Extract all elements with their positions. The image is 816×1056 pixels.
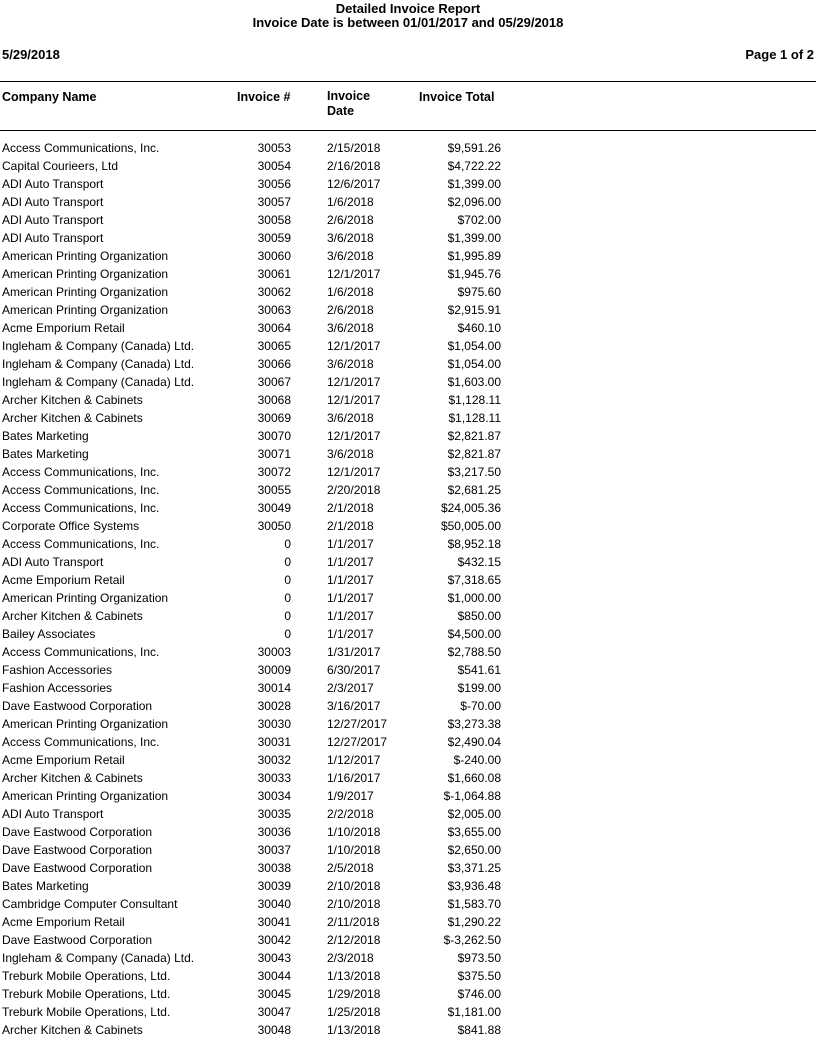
report-title: Detailed Invoice Report	[335, 1, 481, 16]
invoice-number-cell: 30063	[257, 303, 291, 317]
invoice-date-cell: 2/2/2018	[327, 807, 374, 821]
invoice-date-cell: 2/3/2017	[327, 681, 374, 695]
invoice-number-cell: 0	[284, 609, 291, 623]
invoice-number-cell: 30062	[257, 285, 291, 299]
table-row	[0, 193, 816, 211]
table-row	[0, 877, 816, 895]
company-cell: Access Communications, Inc.	[2, 537, 160, 551]
table-row	[0, 679, 816, 697]
company-cell: Access Communications, Inc.	[2, 501, 160, 515]
invoice-total-cell: $1,945.76	[447, 267, 501, 281]
company-cell: American Printing Organization	[2, 789, 169, 803]
invoice-total-cell: $4,500.00	[447, 627, 501, 641]
table-row	[0, 643, 816, 661]
table-row	[0, 409, 816, 427]
invoice-date-cell: 2/20/2018	[327, 483, 381, 497]
company-cell: American Printing Organization	[2, 591, 169, 605]
company-cell: Corporate Office Systems	[2, 519, 140, 533]
invoice-number-cell: 30069	[257, 411, 291, 425]
company-cell: Archer Kitchen & Cabinets	[2, 1023, 143, 1037]
invoice-date-cell: 1/29/2018	[327, 987, 381, 1001]
invoice-total-cell: $1,399.00	[447, 231, 501, 245]
invoice-date-cell: 2/1/2018	[327, 519, 374, 533]
invoice-total-cell: $1,054.00	[447, 339, 501, 353]
company-cell: Access Communications, Inc.	[2, 141, 160, 155]
invoice-total-cell: $973.50	[457, 951, 501, 965]
invoice-date-cell: 1/10/2018	[327, 843, 381, 857]
invoice-number-cell: 30014	[257, 681, 291, 695]
invoice-date-cell: 1/1/2017	[327, 591, 374, 605]
invoice-total-cell: $375.50	[457, 969, 501, 983]
invoice-number-cell: 30056	[257, 177, 291, 191]
report-subtitle: Invoice Date is between 01/01/2017 and 05/29/2018	[252, 15, 564, 30]
company-cell: Treburk Mobile Operations, Ltd.	[2, 987, 171, 1001]
company-cell: Dave Eastwood Corporation	[2, 699, 153, 713]
table-row	[0, 913, 816, 931]
company-cell: American Printing Organization	[2, 285, 169, 299]
invoice-total-cell: $3,655.00	[447, 825, 501, 839]
company-cell: ADI Auto Transport	[2, 231, 104, 245]
table-row	[0, 1003, 816, 1021]
invoice-date-cell: 2/3/2018	[327, 951, 374, 965]
invoice-number-cell: 30064	[257, 321, 291, 335]
invoice-number-cell: 30040	[257, 897, 291, 911]
invoice-number-cell: 30049	[257, 501, 291, 515]
table-row	[0, 571, 816, 589]
company-cell: Acme Emporium Retail	[2, 753, 125, 767]
company-cell: Ingleham & Company (Canada) Ltd.	[2, 375, 195, 389]
invoice-number-cell: 30059	[257, 231, 291, 245]
company-cell: Access Communications, Inc.	[2, 465, 160, 479]
invoice-number-cell: 30042	[257, 933, 291, 947]
invoice-number-cell: 30009	[257, 663, 291, 677]
invoice-number-cell: 30028	[257, 699, 291, 713]
company-cell: Dave Eastwood Corporation	[2, 825, 153, 839]
invoice-number-cell: 30050	[257, 519, 291, 533]
invoice-date-cell: 3/6/2018	[327, 321, 374, 335]
invoice-number-cell: 30068	[257, 393, 291, 407]
page-number: Page 1 of 2	[745, 47, 814, 62]
table-row	[0, 373, 816, 391]
invoice-number-cell: 30041	[257, 915, 291, 929]
invoice-total-cell: $1,128.11	[448, 393, 501, 407]
table-row	[0, 229, 816, 247]
invoice-number-cell: 30058	[257, 213, 291, 227]
company-cell: Access Communications, Inc.	[2, 735, 160, 749]
company-cell: Treburk Mobile Operations, Ltd.	[2, 969, 171, 983]
company-cell: Acme Emporium Retail	[2, 915, 125, 929]
table-row	[0, 589, 816, 607]
invoice-date-cell: 1/13/2018	[327, 1023, 381, 1037]
invoice-date-cell: 12/1/2017	[327, 429, 381, 443]
invoice-number-cell: 30061	[257, 267, 291, 281]
invoice-date-cell: 2/16/2018	[327, 159, 381, 173]
table-row	[0, 553, 816, 571]
invoice-date-cell: 2/1/2018	[327, 501, 374, 515]
invoice-date-cell: 1/1/2017	[327, 609, 374, 623]
invoice-date-cell: 3/16/2017	[327, 699, 381, 713]
invoice-number-cell: 30048	[257, 1023, 291, 1037]
invoice-total-cell: $2,650.00	[447, 843, 501, 857]
company-cell: Fashion Accessories	[2, 663, 113, 677]
company-cell: Dave Eastwood Corporation	[2, 861, 153, 875]
invoice-number-cell: 30035	[257, 807, 291, 821]
invoice-total-cell: $1,128.11	[448, 411, 501, 425]
table-row	[0, 841, 816, 859]
invoice-number-cell: 30047	[257, 1005, 291, 1019]
invoice-total-cell: $850.00	[457, 609, 501, 623]
invoice-number-cell: 30060	[257, 249, 291, 263]
invoice-total-cell: $4,722.22	[447, 159, 501, 173]
table-row	[0, 805, 816, 823]
invoice-table	[0, 139, 816, 1039]
table-row	[0, 211, 816, 229]
table-row	[0, 859, 816, 877]
invoice-total-cell: $1,399.00	[447, 177, 501, 191]
invoice-total-cell: $3,371.25	[447, 861, 501, 875]
invoice-date-cell: 1/6/2018	[327, 285, 374, 299]
invoice-date-cell: 1/13/2018	[327, 969, 381, 983]
company-cell: American Printing Organization	[2, 249, 169, 263]
header-bottom-rule	[0, 130, 816, 131]
invoice-number-cell: 30038	[257, 861, 291, 875]
invoice-number-cell: 30044	[257, 969, 291, 983]
company-cell: Access Communications, Inc.	[2, 645, 160, 659]
table-row	[0, 787, 816, 805]
invoice-date-cell: 2/15/2018	[327, 141, 381, 155]
invoice-total-cell: $1,290.22	[447, 915, 501, 929]
table-row	[0, 247, 816, 265]
table-row	[0, 697, 816, 715]
invoice-date-cell: 12/27/2017	[327, 717, 388, 731]
invoice-total-cell: $2,490.04	[447, 735, 501, 749]
invoice-number-cell: 0	[284, 591, 291, 605]
invoice-total-cell: $3,273.38	[447, 717, 501, 731]
company-cell: American Printing Organization	[2, 303, 169, 317]
company-cell: Archer Kitchen & Cabinets	[2, 771, 143, 785]
invoice-total-cell: $24,005.36	[440, 501, 501, 515]
company-cell: ADI Auto Transport	[2, 195, 104, 209]
invoice-number-cell: 30054	[257, 159, 291, 173]
invoice-total-cell: $7,318.65	[447, 573, 501, 587]
invoice-total-cell: $3,217.50	[447, 465, 501, 479]
table-row	[0, 985, 816, 1003]
table-row	[0, 715, 816, 733]
invoice-total-cell: $9,591.26	[447, 141, 501, 155]
invoice-date-cell: 12/1/2017	[327, 465, 381, 479]
column-header-invoice-number: Invoice #	[237, 90, 291, 104]
invoice-total-cell: $1,603.00	[447, 375, 501, 389]
table-row	[0, 733, 816, 751]
column-header-invoice-date-line1: Invoice	[327, 89, 371, 103]
column-header-invoice-date-line2: Date	[327, 104, 355, 118]
invoice-date-cell: 1/16/2017	[327, 771, 381, 785]
company-cell: Archer Kitchen & Cabinets	[2, 411, 143, 425]
company-cell: ADI Auto Transport	[2, 555, 104, 569]
company-cell: ADI Auto Transport	[2, 213, 104, 227]
invoice-total-cell: $2,788.50	[447, 645, 501, 659]
invoice-date-cell: 1/1/2017	[327, 555, 374, 569]
invoice-total-cell: $-70.00	[460, 699, 501, 713]
invoice-date-cell: 1/1/2017	[327, 573, 374, 587]
invoice-total-cell: $1,181.00	[447, 1005, 501, 1019]
table-row	[0, 175, 816, 193]
invoice-date-cell: 12/1/2017	[327, 339, 381, 353]
table-row	[0, 1021, 816, 1039]
invoice-date-cell: 2/11/2018	[327, 915, 380, 929]
company-cell: American Printing Organization	[2, 267, 169, 281]
invoice-date-cell: 1/10/2018	[327, 825, 381, 839]
table-row	[0, 283, 816, 301]
company-cell: ADI Auto Transport	[2, 807, 104, 821]
invoice-total-cell: $1,660.08	[447, 771, 501, 785]
company-cell: Dave Eastwood Corporation	[2, 933, 153, 947]
invoice-number-cell: 30070	[257, 429, 291, 443]
table-row	[0, 625, 816, 643]
invoice-total-cell: $50,005.00	[440, 519, 501, 533]
table-row	[0, 337, 816, 355]
table-row	[0, 445, 816, 463]
invoice-date-cell: 2/5/2018	[327, 861, 374, 875]
invoice-number-cell: 30003	[257, 645, 291, 659]
invoice-date-cell: 2/6/2018	[327, 303, 374, 317]
invoice-number-cell: 30031	[257, 735, 291, 749]
company-cell: Bailey Associates	[2, 627, 96, 641]
company-cell: Bates Marketing	[2, 447, 89, 461]
invoice-date-cell: 12/1/2017	[327, 267, 381, 281]
invoice-date-cell: 12/27/2017	[327, 735, 388, 749]
company-cell: Ingleham & Company (Canada) Ltd.	[2, 339, 195, 353]
invoice-date-cell: 2/6/2018	[327, 213, 374, 227]
invoice-total-cell: $1,054.00	[447, 357, 501, 371]
table-row	[0, 355, 816, 373]
company-cell: Acme Emporium Retail	[2, 573, 125, 587]
invoice-date-cell: 1/25/2018	[327, 1005, 381, 1019]
invoice-date-cell: 3/6/2018	[327, 447, 374, 461]
invoice-number-cell: 30057	[257, 195, 291, 209]
company-cell: American Printing Organization	[2, 717, 169, 731]
table-row	[0, 823, 816, 841]
invoice-total-cell: $702.00	[457, 213, 501, 227]
invoice-total-cell: $2,821.87	[447, 429, 501, 443]
table-row	[0, 751, 816, 769]
invoice-total-cell: $1,000.00	[447, 591, 501, 605]
table-row	[0, 265, 816, 283]
invoice-number-cell: 30067	[257, 375, 291, 389]
invoice-number-cell: 30037	[257, 843, 291, 857]
invoice-total-cell: $541.61	[457, 663, 501, 677]
invoice-number-cell: 30065	[257, 339, 291, 353]
column-header-company: Company Name	[2, 90, 97, 104]
company-cell: Archer Kitchen & Cabinets	[2, 393, 143, 407]
invoice-date-cell: 2/10/2018	[327, 897, 381, 911]
column-header-invoice-date	[327, 89, 370, 119]
invoice-total-cell: $2,681.25	[447, 483, 501, 497]
invoice-number-cell: 30071	[257, 447, 291, 461]
company-cell: Cambridge Computer Consultant	[2, 897, 178, 911]
company-cell: Fashion Accessories	[2, 681, 113, 695]
company-cell: Capital Courieers, Ltd	[2, 159, 119, 173]
table-row	[0, 301, 816, 319]
invoice-total-cell: $8,952.18	[447, 537, 501, 551]
invoice-total-cell: $1,995.89	[447, 249, 501, 263]
company-cell: Archer Kitchen & Cabinets	[2, 609, 143, 623]
table-row	[0, 139, 816, 157]
invoice-date-cell: 1/1/2017	[327, 627, 374, 641]
invoice-date-cell: 3/6/2018	[327, 411, 374, 425]
invoice-date-cell: 3/6/2018	[327, 357, 374, 371]
invoice-total-cell: $460.10	[457, 321, 501, 335]
invoice-date-cell: 12/1/2017	[327, 393, 381, 407]
invoice-date-cell: 1/6/2018	[327, 195, 374, 209]
invoice-date-cell: 1/9/2017	[327, 789, 374, 803]
invoice-number-cell: 0	[284, 627, 291, 641]
invoice-date-cell: 6/30/2017	[327, 663, 381, 677]
table-row	[0, 895, 816, 913]
table-row	[0, 499, 816, 517]
invoice-date-cell: 2/12/2018	[327, 933, 381, 947]
invoice-total-cell: $-1,064.88	[443, 789, 501, 803]
invoice-total-cell: $2,005.00	[447, 807, 501, 821]
invoice-date-cell: 3/6/2018	[327, 249, 374, 263]
company-cell: Bates Marketing	[2, 429, 89, 443]
invoice-number-cell: 30030	[257, 717, 291, 731]
company-cell: Treburk Mobile Operations, Ltd.	[2, 1005, 171, 1019]
invoice-date-cell: 3/6/2018	[327, 231, 374, 245]
invoice-total-cell: $841.88	[457, 1023, 501, 1037]
invoice-date-cell: 1/31/2017	[327, 645, 381, 659]
company-cell: Ingleham & Company (Canada) Ltd.	[2, 357, 195, 371]
invoice-date-cell: 2/10/2018	[327, 879, 381, 893]
invoice-date-cell: 12/6/2017	[327, 177, 381, 191]
invoice-total-cell: $975.60	[457, 285, 501, 299]
invoice-date-cell: 1/12/2017	[327, 753, 381, 767]
invoice-total-cell: $2,915.91	[447, 303, 501, 317]
company-cell: Dave Eastwood Corporation	[2, 843, 153, 857]
invoice-number-cell: 30055	[257, 483, 291, 497]
company-cell: Access Communications, Inc.	[2, 483, 160, 497]
invoice-number-cell: 30045	[257, 987, 291, 1001]
invoice-total-cell: $432.15	[457, 555, 501, 569]
invoice-number-cell: 0	[284, 573, 291, 587]
table-row	[0, 463, 816, 481]
table-row	[0, 607, 816, 625]
invoice-number-cell: 0	[284, 537, 291, 551]
invoice-total-cell: $-240.00	[453, 753, 501, 767]
invoice-number-cell: 30053	[257, 141, 291, 155]
company-cell: Acme Emporium Retail	[2, 321, 125, 335]
invoice-total-cell: $-3,262.50	[443, 933, 501, 947]
invoice-number-cell: 0	[284, 555, 291, 569]
invoice-number-cell: 30033	[257, 771, 291, 785]
table-row	[0, 535, 816, 553]
company-cell: Ingleham & Company (Canada) Ltd.	[2, 951, 195, 965]
company-cell: Bates Marketing	[2, 879, 89, 893]
table-row	[0, 931, 816, 949]
column-header-invoice-total: Invoice Total	[419, 90, 495, 104]
table-row	[0, 661, 816, 679]
company-cell: ADI Auto Transport	[2, 177, 104, 191]
table-row	[0, 427, 816, 445]
table-row	[0, 391, 816, 409]
invoice-number-cell: 30072	[257, 465, 291, 479]
table-row	[0, 157, 816, 175]
table-row	[0, 481, 816, 499]
invoice-number-cell: 30066	[257, 357, 291, 371]
invoice-date-cell: 1/1/2017	[327, 537, 374, 551]
table-row	[0, 769, 816, 787]
invoice-number-cell: 30039	[257, 879, 291, 893]
invoice-total-cell: $1,583.70	[447, 897, 501, 911]
invoice-total-cell: $2,096.00	[447, 195, 501, 209]
invoice-number-cell: 30043	[257, 951, 291, 965]
invoice-total-cell: $3,936.48	[447, 879, 501, 893]
table-row	[0, 517, 816, 535]
invoice-date-cell: 12/1/2017	[327, 375, 381, 389]
invoice-total-cell: $2,821.87	[447, 447, 501, 461]
table-row	[0, 949, 816, 967]
table-row	[0, 967, 816, 985]
invoice-number-cell: 30034	[257, 789, 291, 803]
table-row	[0, 319, 816, 337]
invoice-number-cell: 30036	[257, 825, 291, 839]
invoice-total-cell: $746.00	[457, 987, 501, 1001]
header-top-rule	[0, 81, 816, 82]
invoice-total-cell: $199.00	[457, 681, 501, 695]
invoice-number-cell: 30032	[257, 753, 291, 767]
print-date: 5/29/2018	[2, 47, 60, 62]
